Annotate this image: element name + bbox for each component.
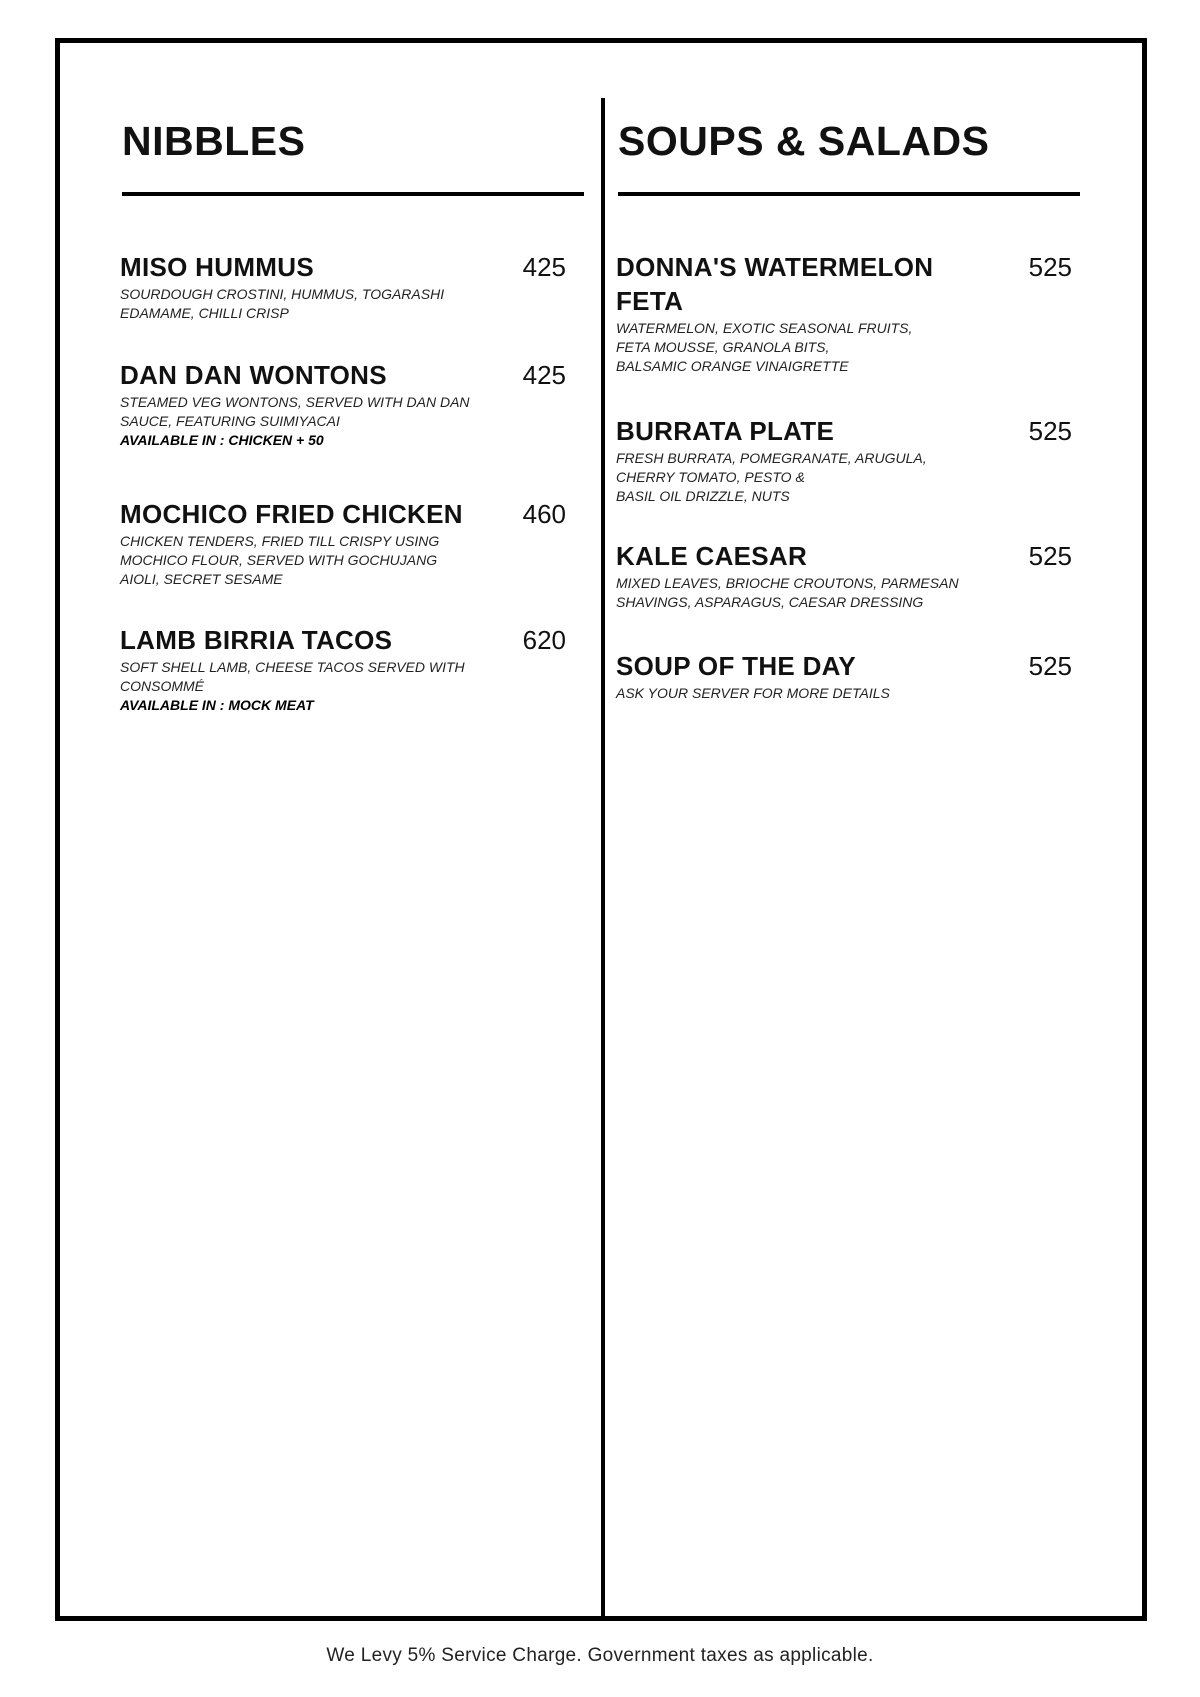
- item-price: 525: [1028, 541, 1072, 571]
- item-price: 525: [1028, 416, 1072, 446]
- item-name: KALE CAESAR: [616, 541, 808, 571]
- item-name: MOCHICO FRIED CHICKEN: [120, 499, 463, 529]
- item-price: 620: [522, 625, 566, 655]
- section-rule: [618, 192, 1080, 196]
- item-price: 525: [1028, 252, 1072, 282]
- item-name: BURRATA PLATE: [616, 416, 835, 446]
- item-description: ASK YOUR SERVER FOR MORE DETAILS: [616, 685, 890, 701]
- item-description: SOFT SHELL LAMB, CHEESE TACOS SERVED WITH CONSOMMÉ: [120, 659, 465, 694]
- item-name: MISO HUMMUS: [120, 252, 314, 282]
- section-title-nibbles: NIBBLES: [122, 118, 306, 164]
- menu-item: [120, 358, 586, 450]
- item-name: SOUP OF THE DAY: [616, 651, 856, 681]
- soups-salads-section: [616, 110, 1082, 701]
- item-price: 425: [522, 360, 566, 390]
- menu-item: [616, 250, 1082, 376]
- item-description: FRESH BURRATA, POMEGRANATE, ARUGULA, CHERRY TOMATO, PESTO & BASIL OIL DRIZZLE, NUTS: [616, 450, 927, 504]
- item-price: 525: [1028, 651, 1072, 681]
- item-price: 460: [522, 499, 566, 529]
- item-name: LAMB BIRRIA TACOS: [120, 625, 393, 655]
- menu-item: [120, 623, 586, 715]
- menu-item: [616, 539, 1082, 612]
- section-title-soups-salads: SOUPS & SALADS: [618, 118, 990, 164]
- section-rule: [122, 192, 584, 196]
- menu-item: [616, 414, 1082, 506]
- item-description: STEAMED VEG WONTONS, SERVED WITH DAN DAN SAUCE, FEATURING SUIMIYACAI: [120, 394, 470, 429]
- item-availability-note: AVAILABLE IN : CHICKEN + 50: [120, 432, 324, 448]
- item-availability-note: AVAILABLE IN : MOCK MEAT: [120, 697, 314, 713]
- item-name: DONNA'S WATERMELON FETA: [616, 252, 934, 316]
- service-charge-footer: We Levy 5% Service Charge. Government taxes as applicable.: [326, 1645, 874, 1666]
- nibbles-section: [120, 110, 586, 713]
- item-name: DAN DAN WONTONS: [120, 360, 387, 390]
- item-description: CHICKEN TENDERS, FRIED TILL CRISPY USING MOCHICO FLOUR, SERVED WITH GOCHUJANG AIOLI, SECRET SESAME: [120, 533, 440, 587]
- item-description: MIXED LEAVES, BRIOCHE CROUTONS, PARMESAN SHAVINGS, ASPARAGUS, CAESAR DRESSING: [616, 575, 959, 610]
- menu-item: [120, 250, 586, 323]
- item-description: WATERMELON, EXOTIC SEASONAL FRUITS, FETA MOUSSE, GRANOLA BITS, BALSAMIC ORANGE VINAIGRETTE: [616, 320, 913, 374]
- item-description: SOURDOUGH CROSTINI, HUMMUS, TOGARASHI EDAMAME, CHILLI CRISP: [120, 286, 445, 321]
- item-price: 425: [522, 252, 566, 282]
- menu-item: [616, 649, 1082, 703]
- menu-item: [120, 497, 586, 589]
- column-divider: [601, 98, 605, 1621]
